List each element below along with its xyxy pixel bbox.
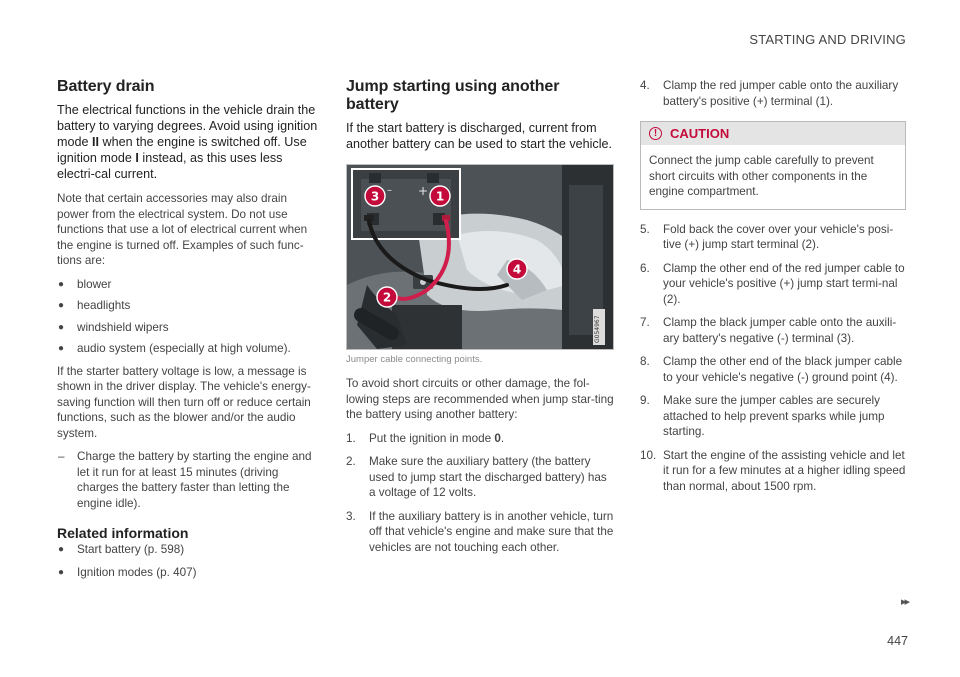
svg-text:3: 3 <box>370 189 380 204</box>
jump-start-intro: To avoid short circuits or other damage, the fol-lowing steps are recommended when jump star-ting the battery using another battery: <box>346 377 614 421</box>
battery-drain-heading: Battery drain <box>57 78 155 95</box>
negative-symbol: – <box>387 185 392 196</box>
step-9: 9. Make sure the jumper cables are securely attached to help prevent sparks while jump starting. <box>640 394 885 438</box>
accessories-paragraph: Note that certain accessories may also drain power from the electrical system. Do not use functions that use a lot of electrical current when the engine is turned off. Examples of such func-tions are: <box>57 192 308 267</box>
battery-drain-lead: The electrical functions in the vehicle drain the battery to varying degrees. Avoid using ignition mode II when the engine is switched off. Use ignition mode I instead, as this uses less electri-cal current. <box>57 103 318 181</box>
jump-start-section <box>346 78 614 563</box>
caution-text: Connect the jump cable carefully to prevent short circuits with other components in the engine compartment. <box>649 154 874 198</box>
low-voltage-paragraph: If the starter battery voltage is low, a message is shown in the driver display. The vehicle's energy-saving function will then turn off or reduce certain functions, such as the blower and/or the audio system. <box>57 364 311 440</box>
charge-instruction: – Charge the battery by starting the engine and let it run for at least 15 minutes (driving charges the battery faster than letting the engine idle). <box>58 450 312 510</box>
jumper-cable-illustration <box>346 164 614 350</box>
caution-header <box>641 122 905 145</box>
callout-3 <box>365 186 385 206</box>
page-number: 447 <box>887 634 908 648</box>
warning-icon: ! <box>649 127 662 140</box>
function-list <box>57 277 322 357</box>
engine-bay-image <box>347 165 613 349</box>
svg-text:2: 2 <box>382 290 392 305</box>
steps-list-part-3 <box>640 222 906 495</box>
step-10: 10. Start the engine of the assisting vehicle and let it run for a few minutes at a higher idling speed than normal, about 1500 rpm. <box>640 448 906 493</box>
step-3: 3. If the auxiliary battery is in another vehicle, turn off that vehicle's engine and make sure that the vehicles are not touching each other. <box>346 509 614 554</box>
callout-2 <box>377 287 397 307</box>
step-2: 2. Make sure the auxiliary battery (the battery used to jump start the discharged battery) has a voltage of 12 volts. <box>346 455 607 499</box>
caution-box <box>640 121 906 210</box>
jump-start-heading: Jump starting using another battery <box>346 78 560 113</box>
svg-text:4: 4 <box>512 262 522 277</box>
continued-arrow-icon: ▸▸ <box>900 596 908 608</box>
step-8: 8. Clamp the other end of the black jumper cable to your vehicle's negative (-) ground point (4). <box>640 355 903 384</box>
positive-symbol: + <box>418 184 429 198</box>
step-1: 1. Put the ignition in mode 0. <box>346 431 505 445</box>
steps-list-part-1 <box>346 431 614 556</box>
figure-caption: Jumper cable connecting points. <box>346 354 483 365</box>
caution-title: CAUTION <box>670 126 730 141</box>
related-link-start-battery[interactable]: ● Start battery (p. 598) <box>58 543 185 556</box>
related-links <box>57 542 322 580</box>
svg-text:1: 1 <box>435 189 445 204</box>
battery-drain-section <box>57 78 322 587</box>
figure-code: G054967 <box>594 315 601 343</box>
related-information-heading: Related information <box>57 525 189 541</box>
step-5: 5. Fold back the cover over your vehicle's posi-tive (+) jump start terminal (2). <box>640 222 894 251</box>
list-item: ● audio system (especially at high volume). <box>58 342 291 355</box>
list-item: ● headlights <box>58 299 131 312</box>
jump-start-steps-continued <box>640 78 906 502</box>
step-6: 6. Clamp the other end of the red jumper cable to your vehicle's positive (+) jump start termi-nal (2). <box>640 261 905 306</box>
running-header: STARTING AND DRIVING <box>749 32 906 47</box>
step-4: 4. Clamp the red jumper cable onto the auxiliary battery's positive (+) terminal (1). <box>640 79 899 108</box>
list-item: ● windshield wipers <box>58 320 169 334</box>
related-link-ignition-modes[interactable]: ● Ignition modes (p. 407) <box>58 565 197 579</box>
jump-start-lead: If the start battery is discharged, current from another battery can be used to start the vehicle. <box>346 121 613 151</box>
callout-1 <box>430 186 450 206</box>
steps-list-part-2 <box>640 78 906 109</box>
step-7: 7. Clamp the black jumper cable onto the auxili-ary battery's negative (-) terminal (3). <box>640 316 897 345</box>
callout-4 <box>507 259 527 279</box>
list-item: ● blower <box>58 277 112 291</box>
